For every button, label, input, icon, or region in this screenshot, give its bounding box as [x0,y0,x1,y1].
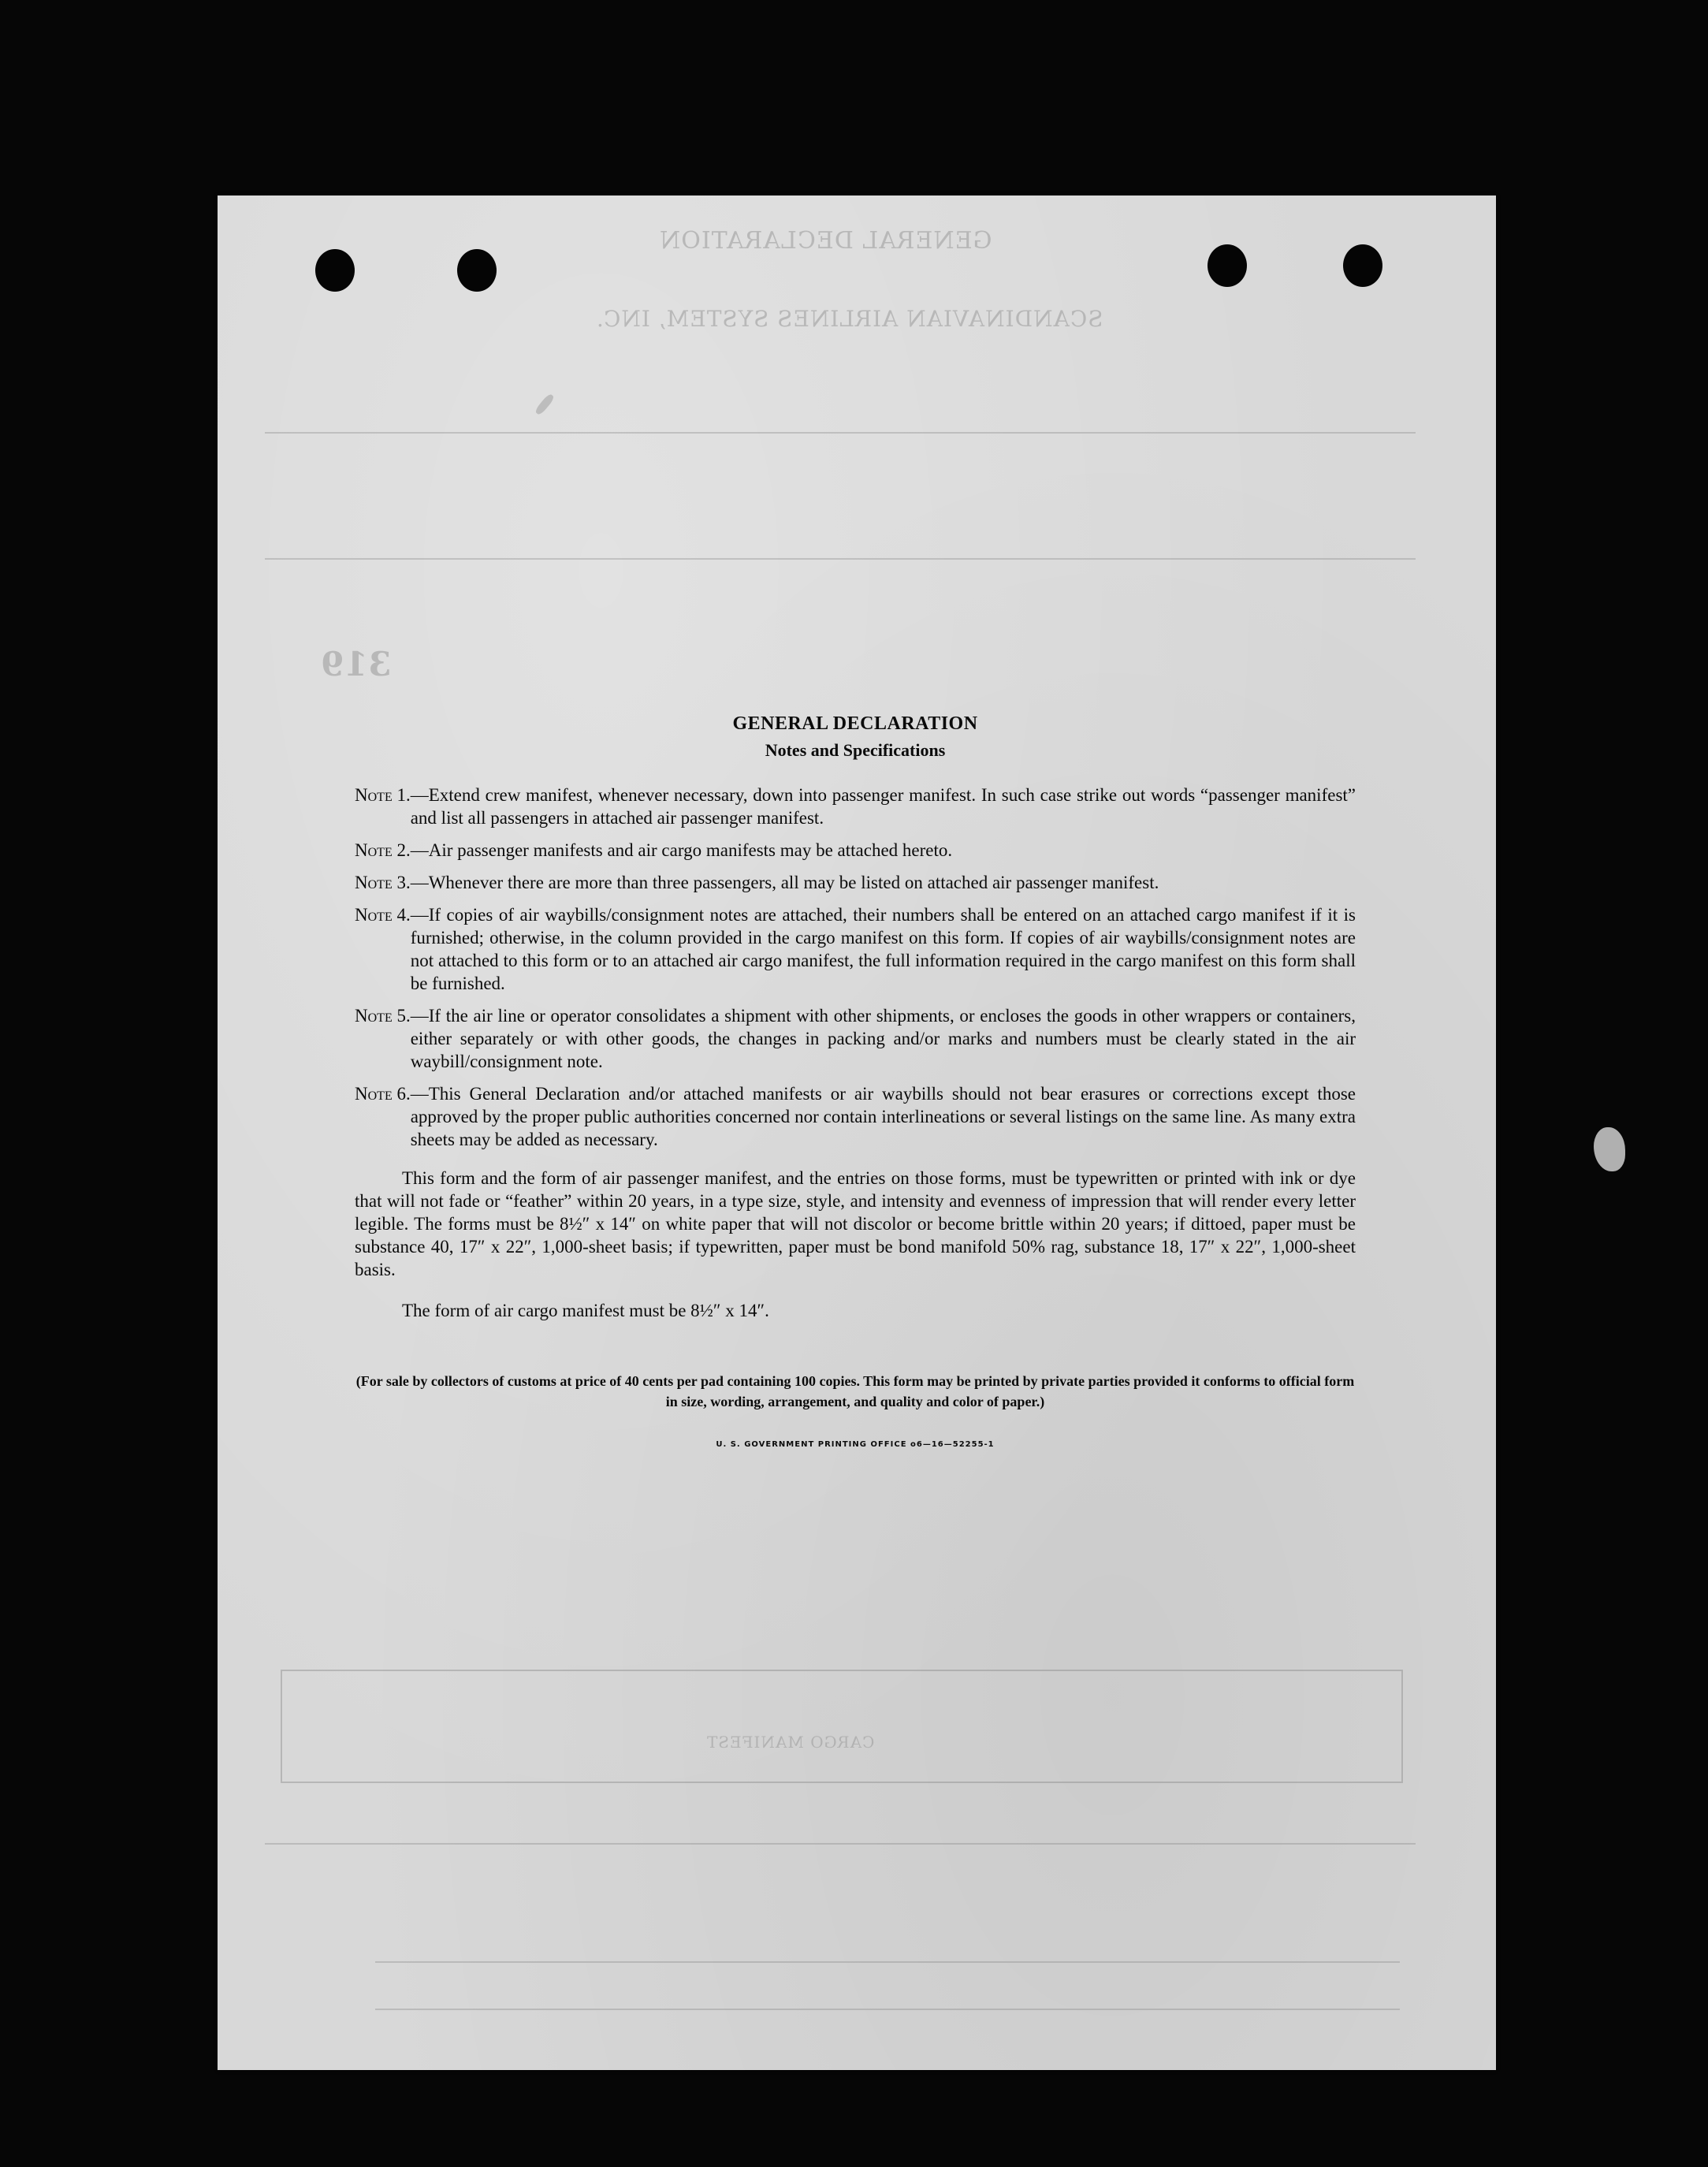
note-text: —If copies of air waybills/consignment notes are attached, their numbers shall be entered on an attached cargo manifest if it is furnished; otherwise, in the column provided in the cargo manifest on this form. If copies of air waybills/consignment notes are not attached to this form or to an attached air cargo manifest, the full information required in the cargo manifest on this form shall be furnished. [410,905,1356,993]
note-label: Note 1. [355,785,411,805]
show-through-number: 319 [320,645,392,683]
printer-imprint: U. S. GOVERNMENT PRINTING OFFICE o6—16—52255-1 [716,1440,995,1449]
note-3 [355,871,1356,894]
paper-speck [534,393,556,415]
note-label: Note 4. [355,905,411,925]
cargo-manifest-size: The form of air cargo manifest must be 8½″ x 14″. [402,1301,769,1320]
show-through-rule [375,2009,1400,2010]
show-through-rule [265,558,1416,560]
show-through-rule [265,1843,1416,1845]
note-text: —If the air line or operator consolidates a shipment with other shipments, or encloses the goods in other wrappers or containers, either separately or with other goods, the changes in packing and/or marks and numbers must be clearly stated in the air waybill/consignment note. [410,1006,1356,1071]
punch-hole [1343,244,1382,287]
note-6 [355,1082,1356,1151]
show-through-rule [375,1961,1400,1963]
note-text: —Whenever there are more than three passengers, all may be listed on attached air passenger manifest. [410,873,1159,892]
sale-note: (For sale by collectors of customs at price of 40 cents per pad containing 100 copies. This form may be printed by private parties provided it conforms to official form in size, wording, arrangement, and quality and color of paper.) [355,1373,1355,1409]
note-5 [355,1004,1356,1073]
punch-hole [315,249,355,292]
note-4 [355,903,1356,995]
punch-hole [1208,244,1247,287]
show-through-heading: GENERAL DECLARATION [659,227,992,255]
show-through-cargo-heading: CARGO MANIFEST [706,1733,875,1752]
note-2 [355,839,1356,862]
page-title: GENERAL DECLARATION [732,713,978,734]
note-text: —Extend crew manifest, whenever necessary, down into passenger manifest. In such case strike out words “passenger manifest” and list all passengers in attached air passenger manifest. [410,785,1356,828]
note-text: —Air passenger manifests and air cargo manifests may be attached hereto. [410,840,953,860]
page-subtitle: Notes and Specifications [765,740,946,760]
punch-hole [457,249,497,292]
notes-section [355,709,1356,1457]
show-through-rule [265,432,1416,434]
note-label: Note 5. [355,1006,411,1026]
note-label: Note 6. [355,1084,411,1104]
note-label: Note 3. [355,873,411,892]
note-1 [355,784,1356,829]
show-through-airline: SCANDINAVIAN AIRLINES SYSTEM, INC. [596,306,1103,332]
print-requirements-paragraph: This form and the form of air passenger manifest, and the entries on those forms, must be typewritten or printed with ink or dye that will not fade or “feather” within 20 years, in a type size, style, and intensity and evenness of impression that will render every letter legible. The forms must be 8½″ x 14″ on white paper that will not discolor or become brittle within 20 years; if dittoed, paper must be substance 40, 17″ x 22″, 1,000-sheet basis; if typewritten, paper must be bond manifold 50% rag, substance 18, 17″ x 22″, 1,000-sheet basis. [355,1168,1356,1279]
note-label: Note 2. [355,840,411,860]
note-text: —This General Declaration and/or attached manifests or air waybills should not bear erasures or corrections except those approved by the proper public authorities concerned nor contain interlineations or several listings on the same line. As many extra sheets may be added as necessary. [410,1084,1356,1149]
show-through-table [281,1670,1403,1783]
